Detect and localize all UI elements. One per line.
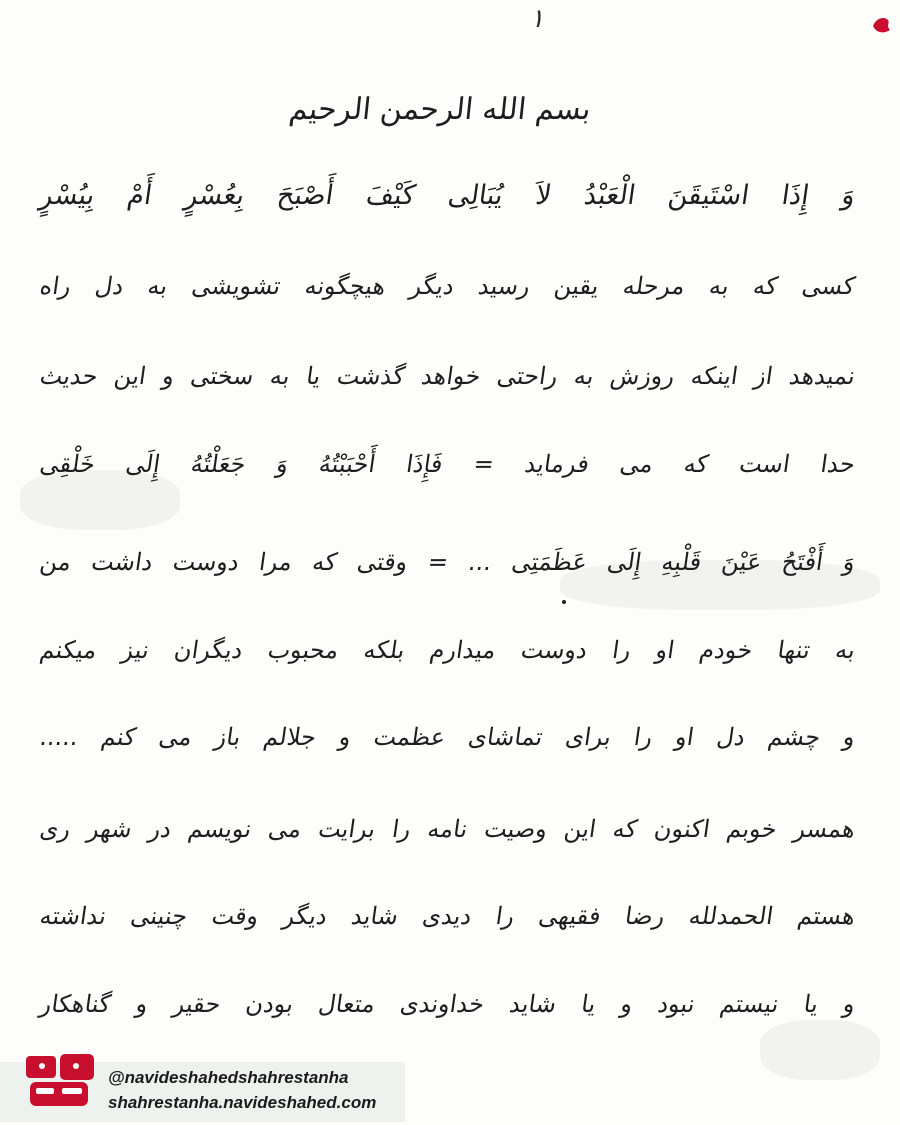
red-corner-mark-icon (870, 14, 892, 36)
letter-line: کسی که به مرحله یقین رسید دیگر هیچگونه تشویشی به دل راه (38, 272, 857, 300)
paper-smudge (760, 1020, 880, 1080)
letter-line: هستم الحمدلله رضا فقیهی را دیدی شاید دیگر وقت چنینی نداشته (38, 902, 857, 930)
letter-line: نمیدهد از اینکه روزش به راحتی خواهد گذشت یا به سختی و این حدیث (38, 362, 857, 390)
paper-smudge (20, 470, 180, 530)
letter-line: حدا است که می فرماید = فَإِذَا أَحْبَبْتُهُ وَ جَعَلْتُهُ إِلَى خَلْقِی (38, 450, 857, 478)
letter-line: همسر خوبم اکنون که این وصیت نامه را برایت می نویسم در شهر ری (38, 815, 857, 843)
navideshahed-logo-icon (20, 1050, 100, 1114)
letter-line: به تنها خودم او را دوست میدارم بلکه محبوب دیگران نیز میکنم (38, 636, 857, 664)
letter-line: وَ إِذَا اسْتَیقَنَ الْعَبْدُ لاَ یُبَالِی کَیْفَ أَصْبَحَ بِعُسْرٍ أَمْ بِیُسْرٍ (37, 180, 858, 211)
watermark-handle: @navideshahedshahrestanha (108, 1068, 349, 1087)
page-number: ۱ (530, 4, 544, 34)
watermark-site: shahrestanha.navideshahed.com (108, 1093, 377, 1112)
basmala-heading: بسم الله الرحمن الرحیم (287, 92, 593, 127)
ink-dot (562, 600, 566, 604)
letter-line: وَ أَفْتَحُ عَیْنَ قَلْبِهِ إِلَى عَظَمَتِی ... = وقتی که مرا دوست داشت من (38, 548, 857, 576)
letter-line: و چشم دل او را برای تماشای عظمت و جلالم باز می کنم ..... (38, 723, 857, 751)
letter-line: و یا نیستم نبود و یا شاید خداوندی متعال بودن حقیر و گناهکار (38, 990, 857, 1018)
